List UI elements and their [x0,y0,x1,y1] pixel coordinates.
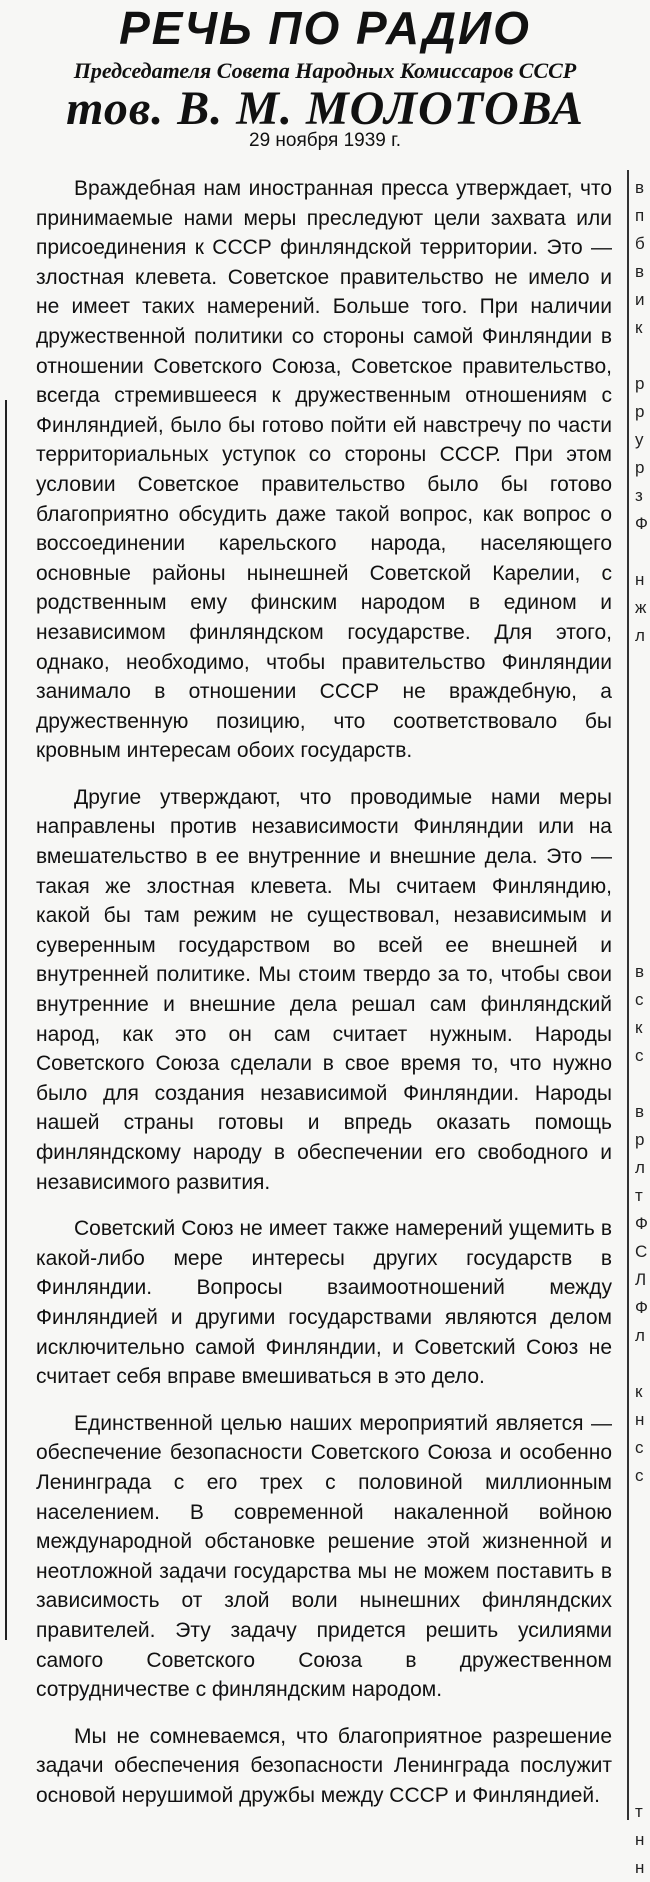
speaker-name: тов. В. М. МОЛОТОВА [66,82,584,135]
adjacent-column-letter: б [635,234,645,253]
adjacent-column-letter [635,762,650,790]
adjacent-column-letter: с [635,1046,644,1065]
adjacent-column-letter: р [635,374,645,393]
adjacent-column-letter: с [635,1466,644,1485]
article-paragraph: Единственной целью наших мероприятий является — обеспечение безопасности Советского Союза и особенно Ленинграда с его трех с половиной миллионным населением. В современной накаленной войною международной обстановке решение этой жизненной и неотложной задачи государства мы не можем поставить в зависимость от злой воли нынешних финляндских правителей. Эту задачу придется решить усилиями самого Советского Союза в дружественном сотрудничестве с финляндским народом. [36,1411,612,1702]
adjacent-column-letter: л [635,626,645,645]
adjacent-column-letter [635,902,650,930]
adjacent-column-letter: и [635,290,645,309]
adjacent-column-letter [635,874,650,902]
adjacent-column-letter [635,1574,650,1602]
adjacent-column-letter: ж [635,598,647,617]
right-column-rule [627,170,629,1820]
adjacent-column-letter [635,1490,650,1518]
adjacent-column-letter [635,846,650,874]
adjacent-column-letter [635,734,650,762]
adjacent-column-letter: н [635,1830,645,1849]
adjacent-column-letter: с [635,1438,644,1457]
adjacent-column-letter [635,706,650,734]
adjacent-column-letter: н [635,570,645,589]
adjacent-column-letter: к [635,318,643,337]
adjacent-column-letter [635,1602,650,1630]
adjacent-column-letter [635,678,650,706]
article-paragraph: Советский Союз не имеет также намерений ущемить в какой-либо мере интересы других государств в Финляндии. Вопросы взаимоотношений между Финляндией и другими государствами являются делом исключительно самой Финляндии, и Советский Союз не считает себя вправе вмешиваться в это дело. [36,1217,612,1389]
adjacent-column-letter [635,1070,650,1098]
adjacent-column-letter [635,1630,650,1658]
adjacent-column-letter: п [635,206,645,225]
adjacent-column-letter: С [635,1242,648,1261]
adjacent-column-letter [635,1770,650,1798]
article-paragraph: Другие утверждают, что проводимые нами меры направлены против независимости Финляндии или на вмешательство в ее внутренние и внешние дела. Это — такая же злостная клевета. Мы считаем Финляндию, какой бы там режим не существовал, независимым и суверенным государством во всей ее внешней и внутренней политике. Мы стоим твердо за то, чтобы свои внутренние и внешние дела решал сам финляндский народ, как это он сам считает нужным. Народы Советского Союза сделали в свое время то, что нужно было для создания независимой Финляндии. Народы нашей страны готовы и впредь оказать помощь финляндскому народу в обеспечении его свободного и независимого развития. [36,785,612,1194]
adjacent-column-letter [635,1686,650,1714]
adjacent-column-letter: к [635,1382,643,1401]
left-column-rule [5,400,7,1640]
adjacent-column-letter: с [635,990,644,1009]
adjacent-column-letter: в [635,1102,645,1121]
article-paragraph: Враждебная нам иностранная пресса утверждает, что принимаемые нами меры преследуют цели захвата или присоединения к СССР финляндской территории. Это — злостная клевета. Советское правительство не имело и не имеет таких намерений. Больше того. При наличии дружественной политики со стороны самой Финляндии в отношении Советского Союза, Советское правительство, всегда стремившееся к дружественным отношениям с Финляндией, было бы готово пойти ей навстречу по части территориальных уступок со стороны СССР. При этом условии Советское правительство было бы готово благоприятно обсудить даже такой вопрос, как вопрос о воссоединении карельского народа, населяющего основные районы нынешней Советской Карелии, с родственным ему финским народом в едином и независимом финляндском государстве. Для этого, однако, необходимо, чтобы правительство Финляндии занимало в отношении СССР не враждебную, а дружественную позицию, что соответствовало бы кровным интересам обоих государств. [36,177,612,763]
speech-date: 29 ноября 1939 г. [249,130,401,151]
adjacent-column-letter: Л [635,1270,647,1289]
adjacent-column-letter: к [635,1018,643,1037]
adjacent-column-letter: р [635,1130,645,1149]
adjacent-column-letter: в [635,962,645,981]
adjacent-column-letter: н [635,1858,645,1877]
adjacent-column-letter [635,1518,650,1546]
adjacent-column-letter: т [635,1802,643,1821]
adjacent-column-letter: л [635,1158,645,1177]
adjacent-column-letter: Ф [635,514,648,533]
article-body [36,174,612,1827]
adjacent-column-letter: з [635,486,643,505]
adjacent-column-letter: Ф [635,1298,648,1317]
adjacent-column-fragment [635,174,650,1882]
adjacent-column-letter [635,1714,650,1742]
article-paragraph: Мы не сомневаемся, что благоприятное разрешение задачи обеспечения безопасности Ленинграда послужит основой нерушимой дружбы между СССР и Финляндией. [36,1724,612,1807]
adjacent-column-letter [635,1350,650,1378]
adjacent-column-letter: в [635,262,645,281]
adjacent-column-letter [635,342,650,370]
adjacent-column-letter [635,790,650,818]
adjacent-column-letter: л [635,1326,645,1345]
adjacent-column-letter: у [635,430,644,449]
adjacent-column-letter: Ф [635,1214,648,1233]
adjacent-column-letter: р [635,402,645,421]
adjacent-column-letter [635,538,650,566]
adjacent-column-letter [635,930,650,958]
adjacent-column-letter [635,1658,650,1686]
speaker-position: Председателя Совета Народных Комиссаров СССР [73,58,577,83]
adjacent-column-letter [635,1546,650,1574]
adjacent-column-letter: н [635,1410,645,1429]
adjacent-column-letter [635,1742,650,1770]
adjacent-column-letter: р [635,458,645,477]
adjacent-column-letter: т [635,1186,643,1205]
adjacent-column-letter: в [635,178,645,197]
headline: РЕЧЬ ПО РАДИО [119,2,531,54]
adjacent-column-letter [635,818,650,846]
adjacent-column-letter [635,650,650,678]
